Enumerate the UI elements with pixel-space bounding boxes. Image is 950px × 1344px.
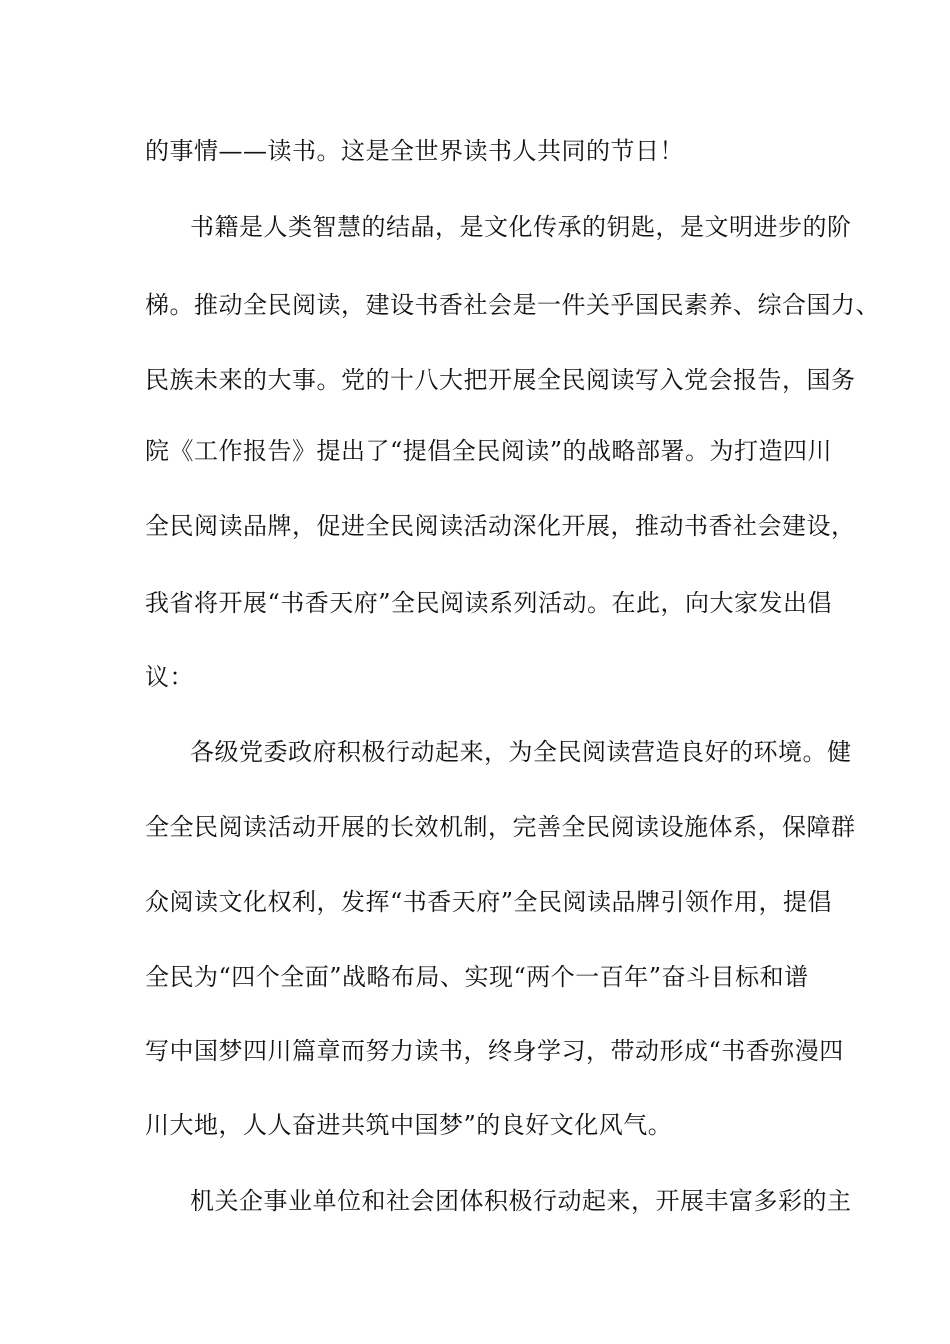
- text-line: 议：: [145, 663, 194, 691]
- text-line: 我省将开展“书香天府”全民阅读系列活动。在此，向大家发出倡: [145, 589, 833, 617]
- text-line: 众阅读文化权利，发挥“书香天府”全民阅读品牌引领作用，提倡: [145, 888, 833, 916]
- text-line: 写中国梦四川篇章而努力读书，终身学习，带动形成“书香弥漫四: [145, 1037, 844, 1065]
- text-line: 川大地，人人奋进共筑中国梦”的良好文化风气。: [145, 1111, 673, 1139]
- paragraph-first-line: 各级党委政府积极行动起来，为全民阅读营造良好的环境。健: [190, 738, 852, 766]
- text-line: 的事情——读书。这是全世界读书人共同的节日！: [145, 137, 684, 165]
- text-line: 梯。推动全民阅读，建设书香社会是一件关乎国民素养、综合国力、: [145, 291, 880, 319]
- paragraph-first-line: 机关企事业单位和社会团体积极行动起来，开展丰富多彩的主: [190, 1187, 852, 1215]
- text-line: 全全民阅读活动开展的长效机制，完善全民阅读设施体系，保障群: [145, 813, 856, 841]
- text-line: 全民为“四个全面”战略布局、实现“两个一百年”奋斗目标和谱: [145, 963, 809, 991]
- text-line: 全民阅读品牌，促进全民阅读活动深化开展，推动书香社会建设，: [145, 512, 856, 540]
- text-line: 院《工作报告》提出了“提倡全民阅读”的战略部署。为打造四川: [145, 437, 833, 465]
- paragraph-first-line: 书籍是人类智慧的结晶，是文化传承的钥匙，是文明进步的阶: [190, 213, 852, 241]
- text-line: 民族未来的大事。党的十八大把开展全民阅读写入党会报告，国务: [145, 366, 856, 394]
